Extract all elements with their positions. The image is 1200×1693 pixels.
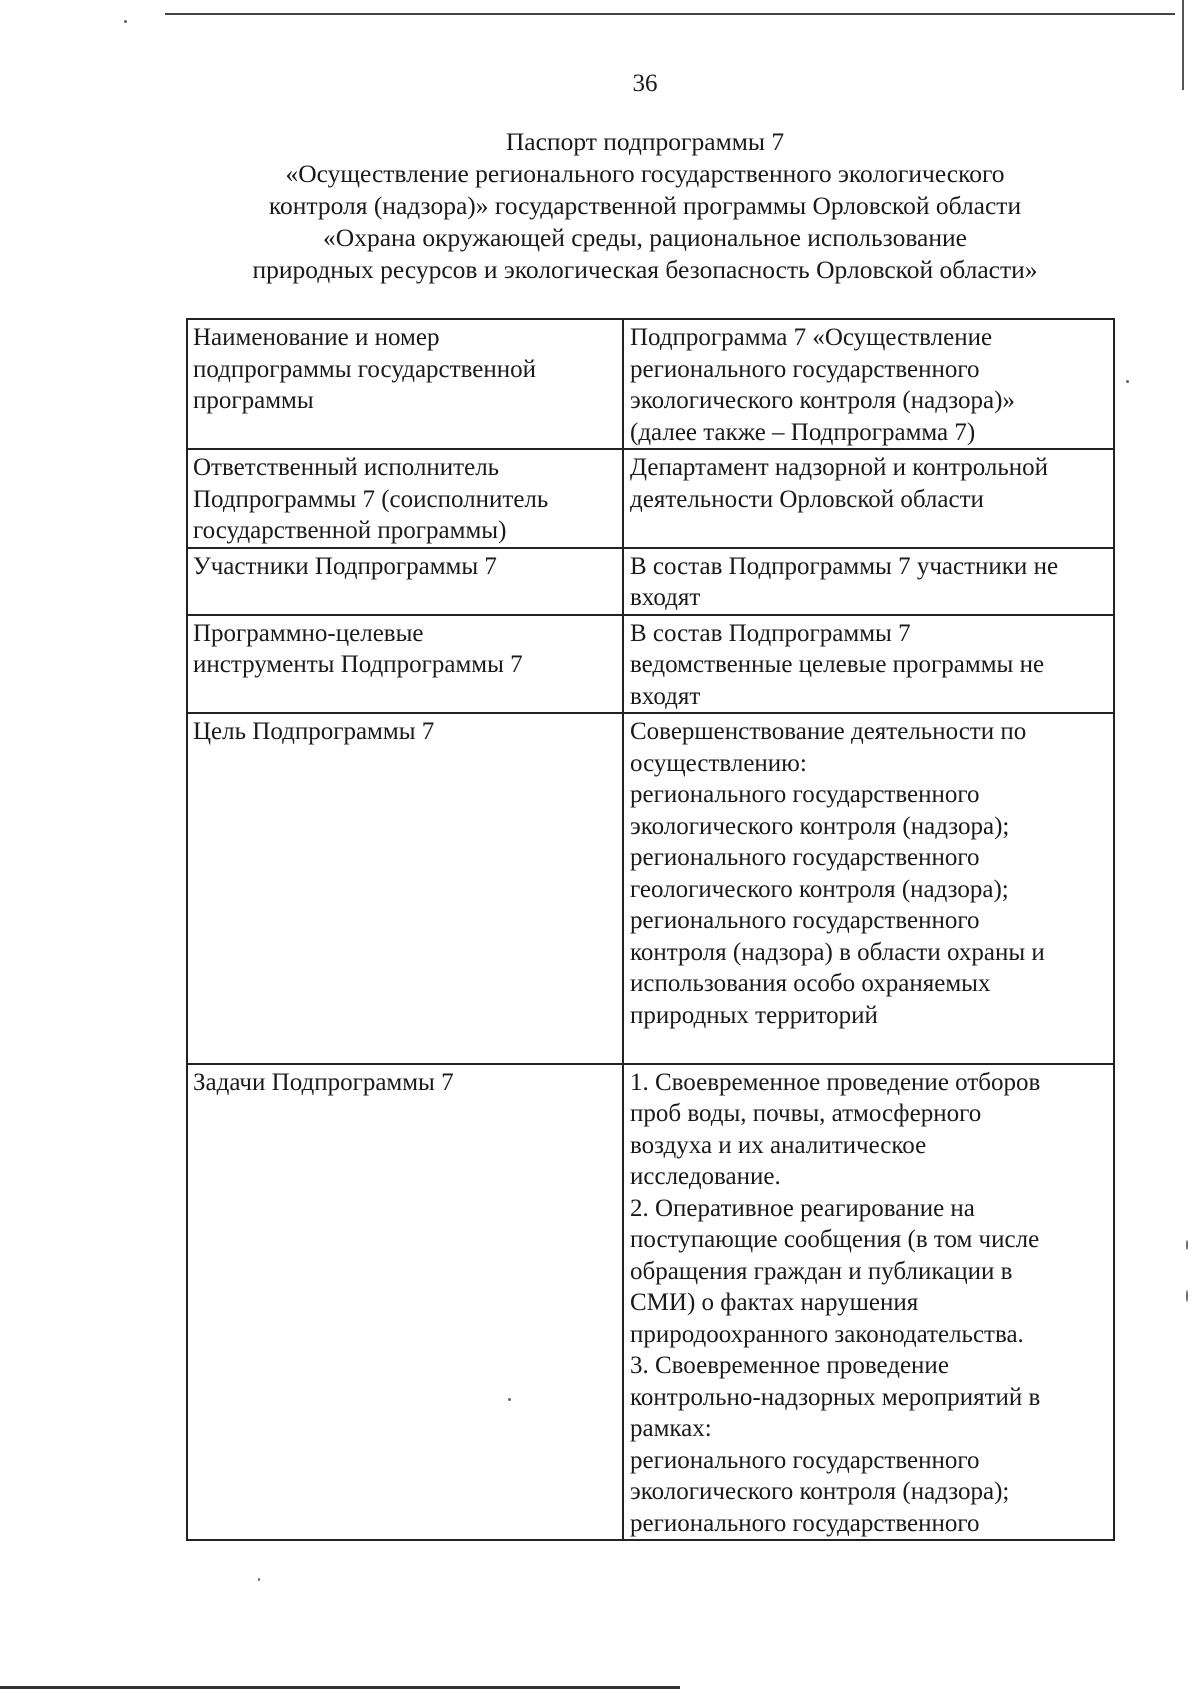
cell-line — [630, 1031, 1109, 1063]
cell-line: СМИ) о фактах нарушения — [630, 1289, 919, 1316]
row-value-cell — [623, 319, 1114, 449]
row-label-cell — [187, 1064, 623, 1541]
title-line: контроля (надзора)» государственной программы Орловской области — [268, 191, 1022, 220]
cell-line: 1. Своевременное проведение отборов — [630, 1068, 1041, 1096]
cell-line: регионального государственного — [630, 907, 980, 934]
cell-line: Ответственный исполнитель — [193, 454, 500, 481]
cell-line: 2. Оперативное реагирование на — [630, 1194, 975, 1222]
cell-line: использования особо охраняемых — [630, 970, 991, 997]
cell-line: входят — [630, 682, 701, 710]
cell-line: инструменты Подпрограммы 7 — [193, 651, 523, 678]
cell-line: регионального государственного — [630, 781, 980, 808]
table-row — [187, 615, 1114, 714]
row-label-cell — [187, 615, 623, 714]
scan-speck — [1186, 1240, 1188, 1250]
cell-line: контроля (надзора) в области охраны и — [630, 938, 1045, 966]
scan-edge-top — [165, 13, 1175, 15]
cell-line: регионального государственного — [630, 355, 980, 383]
cell-line: Программно-целевые — [193, 619, 424, 647]
cell-line: поступающие сообщения (в том числе — [630, 1226, 1040, 1253]
cell-line: программы — [193, 387, 314, 414]
cell-line: государственной программы) — [193, 517, 507, 544]
cell-line: деятельности Орловской области — [630, 485, 984, 513]
title-line: природных ресурсов и экологическая безопасность Орловской области» — [252, 255, 1038, 284]
cell-line: экологического контроля (надзора); — [630, 812, 1010, 840]
page-number: 36 — [632, 70, 658, 97]
row-value-cell — [623, 449, 1114, 548]
row-label-cell — [187, 449, 623, 548]
table-row — [187, 319, 1114, 449]
cell-line: проб воды, почвы, атмосферного — [630, 1100, 982, 1127]
cell-line: воздуха и их аналитическое — [630, 1131, 927, 1159]
cell-line: экологического контроля (надзора); — [630, 1478, 1010, 1505]
row-label-cell — [187, 713, 623, 1064]
row-label-cell — [187, 319, 623, 449]
cell-line: экологического контроля (надзора)» — [630, 387, 1015, 414]
title-line: Паспорт подпрограммы 7 — [505, 127, 785, 156]
cell-line: Подпрограммы 7 (соисполнитель — [193, 485, 549, 513]
cell-line: ведомственные целевые программы не — [630, 651, 1045, 678]
cell-line: Совершенствование деятельности по — [630, 718, 1027, 745]
cell-line: Подпрограмма 7 «Осуществление — [630, 324, 993, 351]
passport-table — [186, 318, 1115, 1541]
cell-line: регионального государственного — [630, 844, 980, 871]
scan-speck — [1186, 1290, 1188, 1302]
row-value-cell — [623, 548, 1114, 615]
table-row — [187, 1064, 1114, 1541]
title-line: «Охрана окружающей среды, рациональное использование — [323, 223, 967, 252]
scan-speck — [1126, 380, 1129, 383]
scan-speck — [258, 1578, 260, 1581]
cell-line: В состав Подпрограммы 7 участники не — [630, 552, 1059, 580]
cell-line: (далее также – Подпрограмма 7) — [630, 418, 976, 446]
cell-line: регионального государственного — [630, 1446, 980, 1474]
row-value-cell — [623, 615, 1114, 714]
cell-line: природоохранного законодательства. — [630, 1320, 1024, 1348]
table-row — [187, 449, 1114, 548]
row-label-cell — [187, 548, 623, 615]
scan-edge-bottom — [0, 1686, 680, 1689]
cell-line: исследование. — [630, 1163, 781, 1190]
row-value-cell — [623, 713, 1114, 1064]
cell-line: В состав Подпрограммы 7 — [630, 619, 911, 647]
table-row — [187, 713, 1114, 1064]
cell-line: контрольно-надзорных мероприятий в — [630, 1383, 1041, 1411]
cell-line: обращения граждан и публикации в — [630, 1257, 1013, 1285]
cell-line: Задачи Подпрограммы 7 — [193, 1068, 454, 1096]
title-line: «Осуществление регионального государственного экологического — [285, 159, 1005, 188]
cell-line: Департамент надзорной и контрольной — [630, 454, 1049, 481]
cell-line: Наименование и номер — [193, 324, 440, 351]
cell-line: Цель Подпрограммы 7 — [193, 718, 435, 745]
cell-line: подпрограммы государственной — [193, 355, 536, 383]
cell-line: Участники Подпрограммы 7 — [193, 552, 497, 580]
cell-line: природных территорий — [630, 1001, 878, 1029]
scan-speck — [124, 20, 127, 23]
row-value-cell — [623, 1064, 1114, 1541]
cell-line: регионального государственного — [630, 1509, 980, 1537]
cell-line: входят — [630, 584, 701, 611]
table-row — [187, 548, 1114, 615]
document-title — [120, 126, 1170, 286]
cell-line: осуществлению: — [630, 749, 807, 777]
cell-line: 3. Своевременное проведение — [630, 1352, 949, 1379]
cell-line: геологического контроля (надзора); — [630, 875, 1009, 903]
cell-line: рамках: — [630, 1415, 712, 1442]
